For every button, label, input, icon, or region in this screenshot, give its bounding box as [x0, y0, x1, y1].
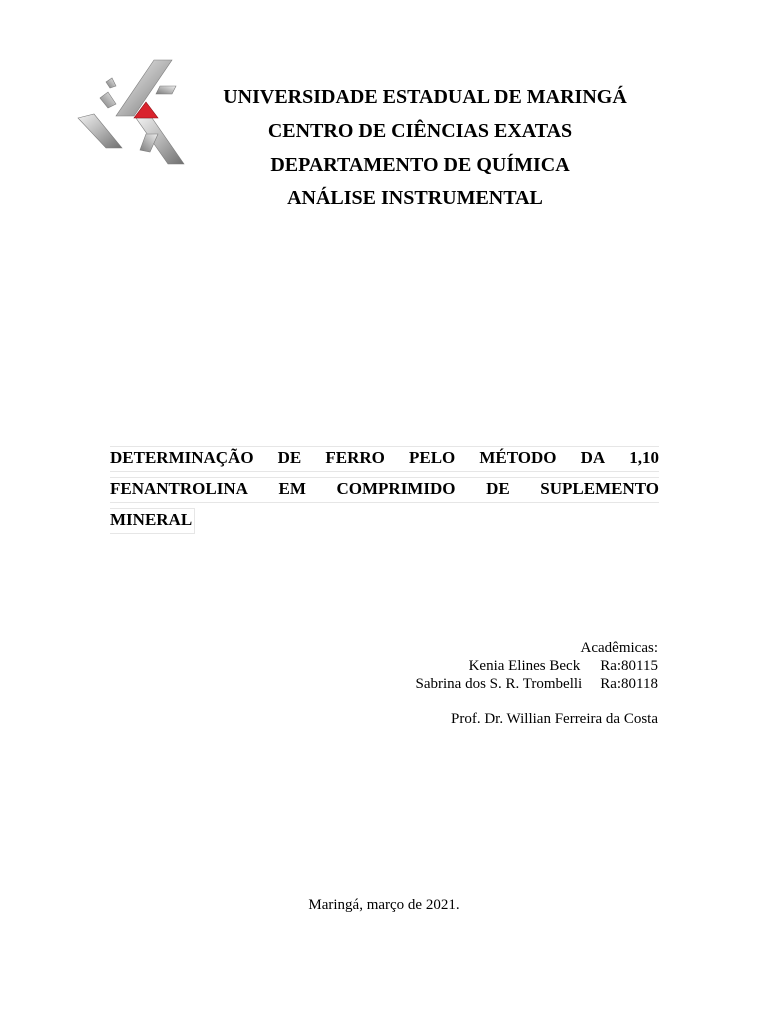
title-word: DE [486, 479, 510, 498]
title-word: DE [277, 448, 302, 467]
author-ra: Ra:80118 [600, 676, 658, 692]
author-row [416, 675, 658, 693]
title-word: PELO [408, 448, 456, 467]
author-ra: Ra:80115 [600, 658, 658, 674]
university-name: UNIVERSIDADE ESTADUAL DE MARINGÁ [223, 86, 627, 108]
author-name: Kenia Elines Beck [468, 658, 581, 674]
course-name: ANÁLISE INSTRUMENTAL [287, 187, 543, 209]
department-name: DEPARTAMENTO DE QUÍMICA [270, 154, 570, 176]
title-line-2 [110, 477, 659, 503]
title-word: SUPLEMENTO [540, 479, 659, 498]
title-word: 1,10 [629, 448, 659, 467]
place-date [0, 897, 768, 914]
author-row [416, 657, 658, 675]
authors-label: Acadêmicas: [580, 640, 658, 656]
title-word: DA [580, 448, 606, 467]
title-line-1 [110, 446, 659, 472]
uem-logo-icon [76, 58, 188, 166]
center-name: CENTRO DE CIÊNCIAS EXATAS [267, 120, 573, 142]
title-word: DETERMINAÇÃO [110, 448, 254, 467]
title-word: FENANTROLINA [110, 479, 248, 498]
title-word: COMPRIMIDO [336, 479, 456, 498]
title-word: EM [278, 479, 306, 498]
author-name: Sabrina dos S. R. Trombelli [415, 676, 583, 692]
report-title [110, 446, 659, 539]
title-line-3: MINERAL [110, 508, 195, 534]
title-word: FERRO [325, 448, 385, 467]
title-word: MÉTODO [479, 448, 557, 467]
place-date-text: Maringá, março de 2021. [308, 897, 460, 913]
professor-name: Prof. Dr. Willian Ferreira da Costa [451, 711, 658, 727]
authors-block [416, 639, 658, 728]
